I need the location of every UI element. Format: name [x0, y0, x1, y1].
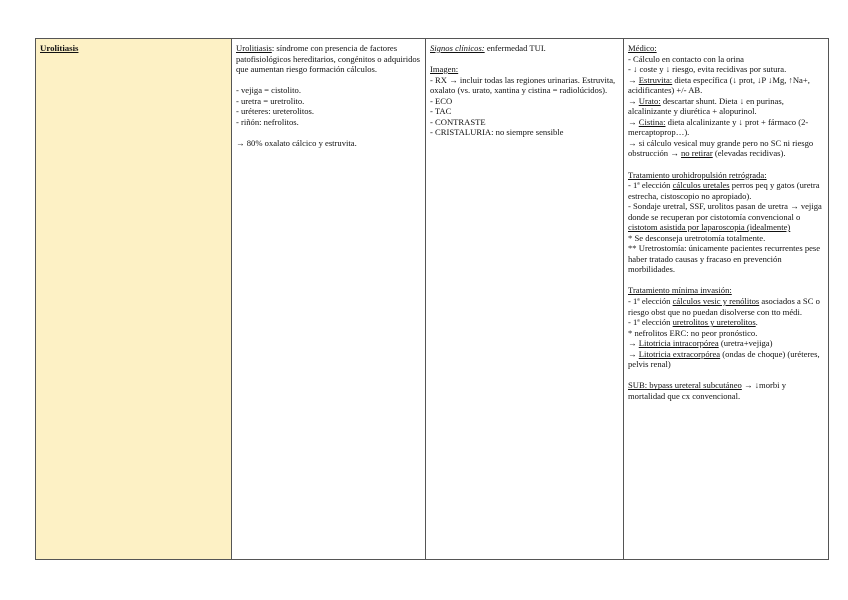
estruvita-label: Estruvita:: [638, 74, 673, 85]
imaging-item: - CONTRASTE: [430, 116, 486, 127]
type-item: - uréteres: ureterolitos.: [236, 106, 315, 117]
definition-term: Urolitiasis: [236, 43, 272, 53]
lito-intra-label: Litotricia intracorpórea: [638, 338, 719, 349]
minima-prefix: - 1ª elección: [628, 296, 673, 307]
definition-text: : síndrome con presencia de factores patofisiológicos hereditarios, congénitos o adquiridos que aumentan riesgo formación cálculos.: [236, 43, 421, 75]
estruvita-line: [628, 75, 824, 96]
imaging-item: - ECO: [430, 95, 453, 106]
minima-line: [628, 296, 824, 317]
sub-label: SUB: bypass ureteral subcutáneo: [628, 380, 742, 391]
urohidro-link: cistotom asistida por laparoscopia (idealmente): [628, 222, 791, 233]
minima-label: Tratamiento mínima invasión:: [628, 285, 732, 296]
vesical-text: → si cálculo vesical muy grande pero no SC ni riesgo obstrucción →: [628, 137, 814, 159]
urato-text: descartar shunt. Dieta ↓ en purinas, alcalinizante y diurética + alopurinol.: [628, 95, 784, 117]
urohidro-link: cálculos uretales: [672, 180, 730, 191]
lito-extra-label: Litotricia extracorpórea: [638, 348, 721, 359]
lito-extra-text: (ondas de choque) (uréteres, pelvis renal): [628, 348, 820, 370]
definition-cell: [232, 39, 426, 560]
table-row: [36, 39, 829, 560]
minima-line: [628, 317, 824, 328]
urohidro-note: * Se desconseja uretrotomía totalmente.: [628, 232, 766, 243]
arrow-glyph: →: [628, 95, 639, 106]
signs-text: enfermedad TUI.: [484, 43, 546, 53]
topic-title: Urolitiasis: [40, 43, 79, 53]
treatment-cell: [624, 39, 829, 560]
vesical-tail: (elevadas recidivas).: [712, 148, 786, 159]
minima-suffix: asociados a SC o riesgo obst que no puedan disolverse con tto médi.: [628, 296, 820, 317]
vesical-link: no retirar: [681, 148, 713, 159]
medical-line: - Cálculo en contacto con la orina: [628, 53, 744, 64]
urohidro-label: Tratamiento urohidropulsión retrógrada:: [628, 169, 767, 180]
arrow-glyph: →: [628, 74, 639, 85]
clinical-cell: [426, 39, 624, 560]
minima-link: uretrolitos y ureterolitos: [672, 317, 756, 328]
medical-line: - ↓ coste y ↓ riesgo, evita recidivas por sutura.: [628, 64, 787, 75]
definition-paragraph: [236, 43, 421, 75]
arrow-glyph: →: [628, 348, 639, 359]
urohidro-prefix: - Sondaje uretral, SSF, urolitos pasan de uretra → vejiga donde se recuperan por cistotomía convencional o: [628, 201, 822, 222]
signs-line: [430, 43, 619, 54]
minima-note: * nefrolitos ERC: no peor pronóstico.: [628, 327, 758, 338]
urohidro-prefix: - 1ª elección: [628, 180, 673, 191]
type-item: - uretra = uretrolito.: [236, 95, 305, 106]
cistina-label: Cistina:: [638, 116, 666, 127]
topic-cell: [36, 39, 232, 560]
notes-table: [35, 38, 829, 560]
cistina-text: dieta alcalinizante y ↓ prot + fármaco (2-mercaptoprop…).: [628, 116, 809, 138]
urohidro-line: [628, 180, 824, 201]
imaging-item: - CRISTALURIA: no siempre sensible: [430, 127, 564, 138]
type-item: - riñón: nefrolitos.: [236, 116, 299, 127]
cistina-line: [628, 117, 824, 138]
lito-intra-line: [628, 338, 824, 349]
urato-line: [628, 96, 824, 117]
minima-link: cálculos vesic y renólitos: [672, 296, 760, 307]
minima-prefix: - 1ª elección: [628, 317, 673, 328]
urohidro-line: [628, 201, 824, 233]
medical-label: Médico:: [628, 43, 657, 53]
sub-text: → ↓morbi y mortalidad que cx convencional.: [628, 380, 787, 401]
vesical-line: [628, 138, 824, 159]
arrow-glyph: →: [628, 116, 639, 127]
signs-label: Signos clínicos:: [430, 43, 485, 53]
imaging-item: - TAC: [430, 106, 452, 117]
composition-note: → 80% oxalato cálcico y estruvita.: [236, 137, 357, 148]
sub-line: [628, 380, 824, 401]
lito-extra-line: [628, 349, 824, 370]
imaging-label: Imagen:: [430, 64, 459, 75]
urohidro-suffix: perros peq y gatos (uretra estrecha, cistoscopio no apropiado).: [628, 180, 820, 201]
imaging-item: - RX → incluir todas las regiones urinarias. Estruvita, oxalato (vs. urato, xantina y cistina = radiolúcidos).: [430, 74, 616, 96]
arrow-glyph: →: [628, 338, 639, 349]
urohidro-note: ** Uretrostomía: únicamente pacientes recurrentes pese haber tratado causas y fracaso en prevención morbilidades.: [628, 243, 821, 275]
minima-suffix: .: [755, 317, 758, 328]
estruvita-text: dieta específica (↓ prot, ↓P ↓Mg, ↑Na+, acidificantes) +/- AB.: [628, 74, 810, 96]
lito-intra-text: (uretra+vejiga): [718, 338, 773, 349]
type-item: - vejiga = cistolito.: [236, 85, 301, 96]
urato-label: Urato:: [638, 95, 661, 106]
